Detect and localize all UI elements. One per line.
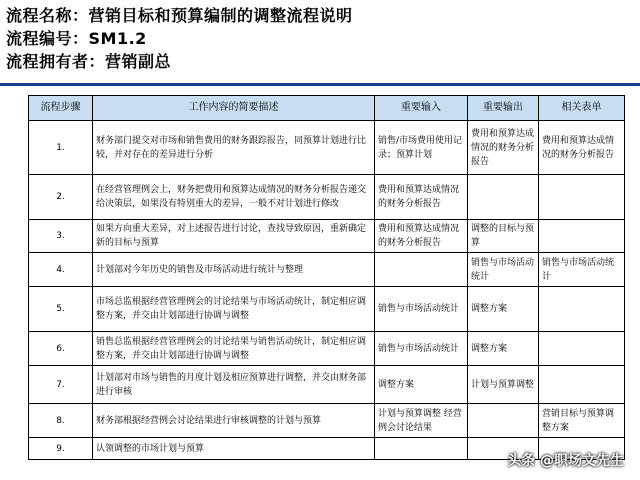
input-cell: 销售与市场活动统计 (375, 332, 468, 366)
description-cell: 财务部门提交对市场和销售费用的财务跟踪报告，同预算计划进行比较，并对存在的差异进行分析 (93, 121, 375, 175)
description-cell: 计划部对市场与销售的月度计划及相应预算进行调整，并交由财务部进行审核 (93, 366, 375, 404)
step-cell: 3. (29, 220, 93, 253)
form-cell (539, 220, 625, 253)
column-header-output: 重要输出 (468, 96, 539, 121)
step-cell: 1. (29, 121, 93, 175)
step-cell: 4. (29, 253, 93, 287)
table-row (29, 332, 625, 366)
input-cell: 销售/市场费用使用记录；预算计划 (375, 121, 468, 175)
output-cell: 销售与市场活动统计 (468, 253, 539, 287)
process-owner: 流程拥有者：营销副总 (6, 52, 172, 71)
output-cell (468, 175, 539, 220)
process-number: 流程编号：SM1.2 (6, 29, 147, 48)
description-cell: 如果方向重大差异，对上述报告进行讨论，查找导致原因，重新确定新的目标与预算 (93, 220, 375, 253)
output-cell (468, 404, 539, 438)
header-divider (0, 83, 640, 86)
column-header-step: 流程步骤 (29, 96, 93, 121)
step-cell: 6. (29, 332, 93, 366)
document-header (6, 4, 353, 73)
input-cell: 费用和预算达成情况的财务分析报告 (375, 220, 468, 253)
step-cell: 7. (29, 366, 93, 404)
form-cell (539, 287, 625, 332)
table-row (29, 366, 625, 404)
form-cell (539, 175, 625, 220)
description-cell: 销售总监根据经营管理例会的讨论结果与销售活动统计，制定相应调整方案，并交由计划部进行协调与调整 (93, 332, 375, 366)
input-cell: 计划与预算调整 经营例会讨论结果 (375, 404, 468, 438)
table-row (29, 175, 625, 220)
description-cell: 在经营管理例会上，财务把费用和预算达成情况的财务分析报告递交给决策层，如果没有特别重大的差异，一般不对计划进行修改 (93, 175, 375, 220)
input-cell: 费用和预算达成情况的财务分析报告 (375, 175, 468, 220)
watermark: 头条 @职场文先生 (507, 453, 624, 469)
output-cell: 调整方案 (468, 332, 539, 366)
column-header-form: 相关表单 (539, 96, 625, 121)
form-cell (539, 366, 625, 404)
column-header-description: 工作内容的简要描述 (93, 96, 375, 121)
input-cell (375, 438, 468, 460)
output-cell: 调整方案 (468, 287, 539, 332)
form-cell: 营销目标与预算调整方案 (539, 404, 625, 438)
column-header-input: 重要输入 (375, 96, 468, 121)
output-cell: 费用和预算达成情况的财务分析报告 (468, 121, 539, 175)
step-cell: 5. (29, 287, 93, 332)
table-row (29, 253, 625, 287)
step-cell: 9. (29, 438, 93, 460)
input-cell (375, 253, 468, 287)
table-header-row (29, 96, 625, 121)
step-cell: 2. (29, 175, 93, 220)
description-cell: 市场总监根据经营管理例会的讨论结果与市场活动统计，制定相应调整方案，并交由计划部进行协调与调整 (93, 287, 375, 332)
table-row (29, 121, 625, 175)
output-cell: 调整的目标与预算 (468, 220, 539, 253)
output-cell: 计划与预算调整 (468, 366, 539, 404)
form-cell (539, 332, 625, 366)
input-cell: 销售与市场活动统计 (375, 287, 468, 332)
table-row (29, 404, 625, 438)
description-cell: 认领调整的市场计划与预算 (93, 438, 375, 460)
process-name: 流程名称：营销目标和预算编制的调整流程说明 (6, 6, 353, 25)
form-cell: 销售与市场活动统计 (539, 253, 625, 287)
table-row (29, 220, 625, 253)
description-cell: 财务部根据经营例会讨论结果进行审核调整的计划与预算 (93, 404, 375, 438)
input-cell: 调整方案 (375, 366, 468, 404)
form-cell: 费用和预算达成情况的财务分析报告 (539, 121, 625, 175)
step-cell: 8. (29, 404, 93, 438)
description-cell: 计划部对今年历史的销售及市场活动进行统计与整理 (93, 253, 375, 287)
process-table (28, 95, 625, 460)
table-row (29, 287, 625, 332)
